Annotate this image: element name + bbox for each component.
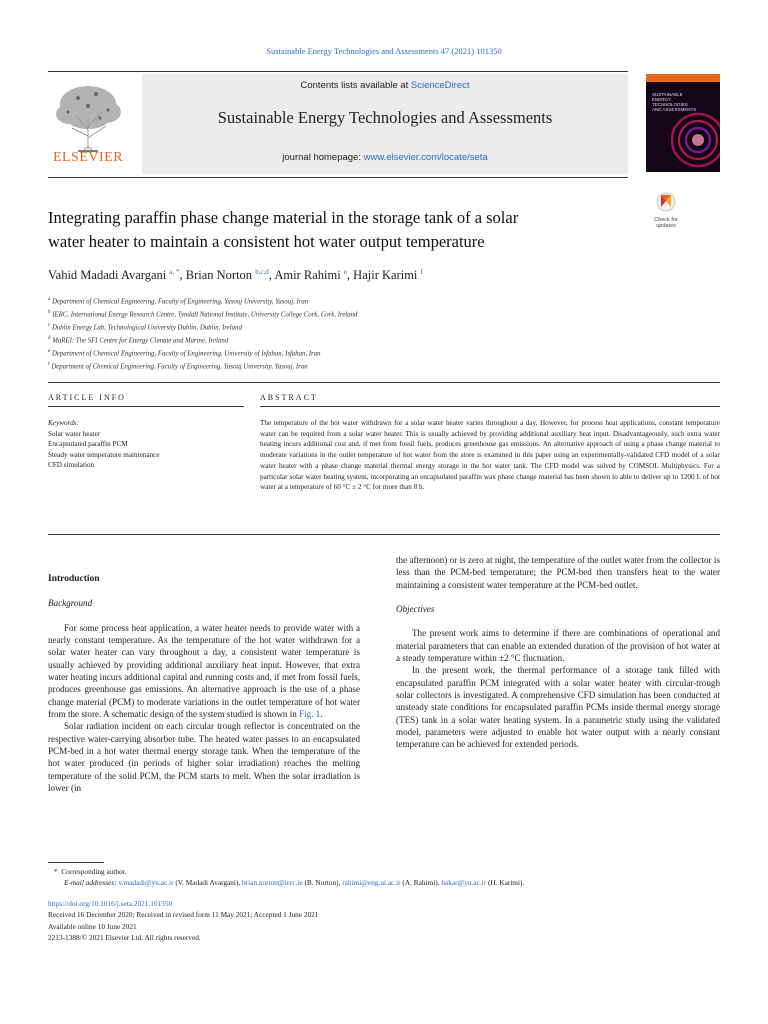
keyword-item: Encapsulated paraffin PCM (48, 440, 128, 449)
body-paragraph: Solar radiation incident on each circular trough reflector is concentrated on the respective water-carrying absorber tube. The heated water passes to an encapsulated PCM-bed in a hot water thermal energy storage tank. When the temperature of the hot water produced (in periods of higher solar irradiation) reaches the melting temperature of the solid PCM, the PCM starts to melt. When the solar irradiation is lower (in (48, 721, 360, 794)
body-right-column (396, 554, 720, 751)
email-link[interactable]: brian.norton@ierc.ie (242, 878, 303, 888)
title-line-1: Integrating paraffin phase change material in the storage tank of a solar (48, 208, 519, 227)
affiliation-key: f (48, 362, 50, 368)
keywords-label: Keywords: (48, 419, 79, 427)
homepage-prefix: journal homepage: (282, 152, 364, 163)
body-paragraph: the afternoon) or is zero at night, the temperature of the outlet water from the collector is less than the PCM-bed temperature; the PCM-bed then transfers heat to the water maintaining a consistent water temperature at the PCM-bed outlet. (396, 555, 720, 590)
email-label: E-mail addresses: (64, 878, 117, 888)
author-name[interactable]: Vahid Madadi Avargani (48, 268, 167, 283)
affiliation-item (48, 308, 688, 321)
affiliation-item (48, 295, 688, 308)
homepage-line (142, 152, 628, 163)
introduction-heading: Introduction (48, 574, 100, 584)
affiliation-text: MaREI: The SFI Centre for Energy Climate and Marine, Ireland (52, 337, 229, 345)
email-link[interactable]: v.madadi@yu.ac.ir (118, 878, 174, 888)
email-owner: (V. Madadi Avargani), (173, 878, 243, 888)
received-dates: Received 16 December 2020; Received in revised form 11 May 2021; Accepted 1 June 2021 (48, 910, 319, 920)
author-affil-mark[interactable]: b,c,d (255, 268, 269, 276)
abstract-text: The temperature of the hot water withdrawn for a solar water heater varies throughout a day. However, for process heat applications, constant temperature water can be required from a solar water heater. This is usually achieved by providing additional auxiliary heat input. Disadvantageously, such extra water heating incurs additional cost and, if met from fossil fuels, produces greenhouse gas emissions. An alternative approach of using a phase change material to moderate variations in the outlet temperature of hot water from the store is examined in this paper using an experimentally-validated CFD model of a solar water heater with a phase change material thermal energy storage in the hot water tank. The CFD model was solved by COMSOL Multiphysics. For a particular solar water heating system, incorporating an encapsulated paraffin wax phase change material has been shown to able to deliver up to 1200 L of hot water at a temperature of 60 °C ± 2 °C for more than 8 h. (260, 419, 720, 492)
email-addresses (48, 877, 728, 888)
check-for-updates-button[interactable] (646, 192, 686, 229)
background-heading: Background (48, 598, 93, 609)
article-title (48, 206, 628, 254)
paragraph-text: For some process heat application, a water heater needs to provide water with a nearly constant temperature. As the temperature of the hot water withdrawn for a solar water heater can vary throughout a day, a consistent water temperature is usually achieved by providing additional auxiliary heat input. However, that extra water heating incurs additional capital and running costs and, if met from fossil fuels, produces greenhouse gas emissions. An alternative approach is the use of a phase change material (PCM) to moderate variations in the outlet temperature of hot water from the store. A schematic design of the system studied is shown in (48, 622, 360, 720)
figure-1-link[interactable]: Fig. 1 (299, 709, 321, 720)
email-owner: (B. Norton), (302, 878, 343, 888)
check-updates-icon (654, 192, 678, 212)
doi-link[interactable]: https://doi.org/10.1016/j.seta.2021.101350 (48, 899, 173, 908)
author-name[interactable]: Amir Rahimi (274, 268, 341, 283)
homepage-link[interactable]: www.elsevier.com/locate/seta (363, 152, 488, 163)
affiliation-item (48, 360, 688, 373)
keyword-item: Steady water temperature maintenance (48, 450, 160, 459)
keyword-item: CFD simulation (48, 461, 95, 470)
author-affil-mark[interactable]: f (420, 268, 423, 276)
email-owner: (H. Karimi). (486, 878, 525, 888)
affiliation-item (48, 334, 688, 347)
affiliation-text: Department of Chemical Engineering, Faculty of Engineering, Yasouj University, Yasouj, Iran (51, 298, 309, 306)
cover-title: SUSTAINABLE ENERGY TECHNOLOGIES AND ASSESSMENTS (652, 92, 697, 112)
article-info-top-rule (48, 382, 720, 383)
footnote-rule (48, 862, 104, 863)
sciencedirect-link[interactable]: ScienceDirect (410, 80, 470, 91)
affiliations (48, 295, 688, 373)
journal-title: Sustainable Energy Technologies and Assessments (217, 108, 553, 127)
footnotes (48, 866, 728, 889)
title-line-2: water heater to maintain a consistent hot water output temperature (48, 232, 485, 251)
paragraph-text: . (320, 709, 323, 720)
header-rule (48, 71, 628, 72)
contents-prefix: Contents lists available at (300, 80, 411, 91)
banner-bottom-rule (48, 177, 628, 178)
corresponding-text: Corresponding author. (61, 867, 127, 876)
author-affil-mark[interactable]: a, * (169, 268, 180, 276)
affiliation-key: a (48, 297, 51, 302)
abstract-heading: ABSTRACT (260, 393, 318, 402)
elsevier-wordmark: ELSEVIER (52, 150, 124, 165)
corresponding-author-note (48, 866, 728, 877)
affiliation-key: e (48, 349, 51, 355)
publication-info (48, 898, 728, 943)
contents-line (142, 80, 628, 91)
author-name[interactable]: Hajir Karimi (353, 268, 418, 283)
objectives-heading: Objectives (396, 604, 435, 615)
keyword-item: Solar water heater (48, 429, 101, 438)
abstract-bottom-rule (48, 534, 720, 535)
available-online: Available online 10 June 2021 (48, 921, 137, 931)
affiliation-item (48, 347, 688, 360)
affiliation-text: IERC, International Energy Research Centre, Tyndall National Institute, University College Cork, Cork, Ireland (52, 311, 358, 319)
email-link[interactable]: rahimi@eng.ui.ac.ir (342, 878, 401, 888)
corresponding-mark: * (54, 867, 58, 876)
affiliation-text: Department of Chemical Engineering, Faculty of Engineering, University of Isfahan, Isfahan, Iran (51, 350, 321, 358)
body-left-column (48, 573, 360, 795)
cover-swirl-graphic (646, 74, 720, 172)
author-list: Vahid Madadi Avargani $^{a, *}$, Brian Norton $^{b,c,d}$, Amir Rahimi $^e$, Hajir Karimi $^f$ (48, 268, 423, 283)
author-name[interactable]: Brian Norton (185, 268, 253, 283)
email-link[interactable]: hakar@yu.ac.ir (441, 878, 487, 888)
author-affil-mark[interactable]: e (343, 268, 347, 276)
journal-cover[interactable] (646, 74, 720, 172)
body-paragraph (48, 622, 360, 721)
affiliation-text: Department of Chemical Engineering, Faculty of Engineering, Yasouj University, Yasouj, Iran (51, 363, 308, 371)
email-owner: (A. Rahimi), (400, 878, 442, 888)
article-info-heading: ARTICLE INFO (48, 393, 126, 402)
body-paragraph: The present work aims to determine if there are combinations of operational and material parameters that can enable an extended duration of the provision of hot water at a steady temperature within ±2 °C fluctuation. (396, 628, 720, 664)
article-info-rule (48, 406, 244, 407)
check-updates-label: Check for updates (654, 217, 678, 229)
copyright: 2213-1388/© 2021 Elsevier Ltd. All rights reserved. (48, 932, 201, 942)
affiliation-text: Dublin Energy Lab, Technological University Dublin, Dublin, Ireland (51, 324, 242, 332)
affiliation-key: b (48, 310, 51, 316)
journal-citation[interactable]: Sustainable Energy Technologies and Assessments 47 (2021) 101350 (266, 46, 502, 56)
keywords-block (48, 418, 248, 471)
affiliation-key: c (48, 323, 51, 329)
abstract-rule (260, 406, 720, 407)
affiliation-item (48, 321, 688, 334)
affiliation-key: d (48, 336, 51, 342)
body-paragraph: In the present work, the thermal performance of a storage tank filled with encapsulated paraffin PCM integrated with a solar water heater with circular-trough solar collectors is investigated. A comprehensive CFD simulation has been conducted at unsteady state conditions for encapsulated paraffin PCMs inside thermal energy storage (TES) tank in a solar water heating system. In a parametric study using the validated model, parameters were adjusted to enable hot water output with a nearly constant temperature can be achieved for extended periods. (396, 665, 720, 750)
